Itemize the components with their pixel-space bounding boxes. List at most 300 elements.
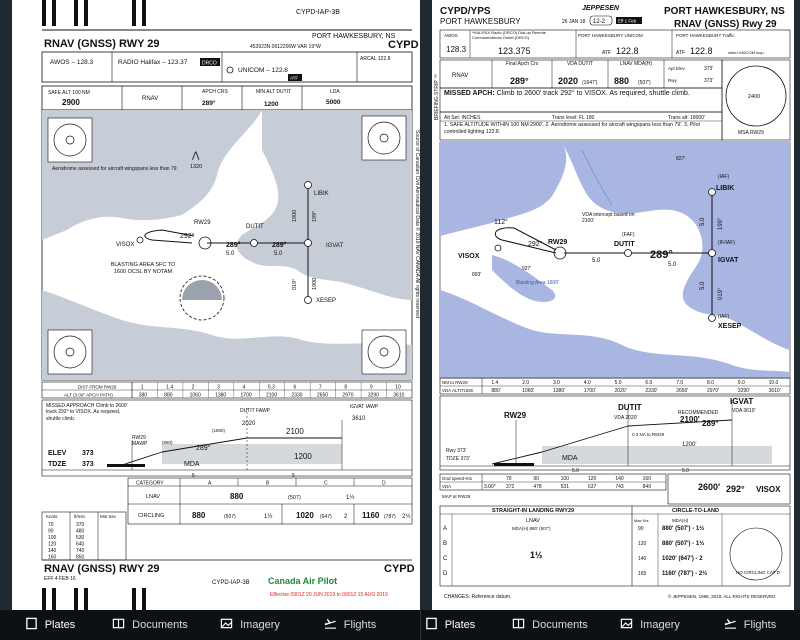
svg-text:CIRCLING: CIRCLING bbox=[138, 513, 165, 519]
svg-text:DUTIT: DUTIT bbox=[614, 241, 635, 248]
tdze-value: 373 bbox=[82, 461, 94, 468]
dist-cell: 7 bbox=[318, 384, 322, 391]
speed-fpm-cell: 530 bbox=[76, 535, 85, 541]
min-alt-label: MIN ALT DUTIT bbox=[256, 89, 292, 95]
speed-fpm-cell: 640 bbox=[76, 541, 85, 548]
elev-927: 927' bbox=[522, 266, 532, 272]
blasting-area-label: BLASTING AREA SFC TO 1600 OCSL BY NOTAM bbox=[110, 262, 176, 275]
vda-alt-cell: 3290' bbox=[737, 388, 750, 394]
svg-text:2600': 2600' bbox=[698, 482, 721, 492]
gs-kts-cell: 70 bbox=[506, 476, 512, 482]
top-code: CYPD-IAP-3B bbox=[296, 9, 340, 16]
svg-text:MDA(H): MDA(H) bbox=[672, 518, 689, 523]
gs-kts-cell: 100 bbox=[560, 476, 570, 482]
alt-cell: 1700 bbox=[240, 392, 252, 399]
profile-igvat-alt: 3610 bbox=[352, 416, 366, 422]
airport-ident: CYPD bbox=[388, 39, 419, 51]
jepp-page: 12-2 bbox=[593, 19, 606, 25]
jepp-recommended: RECOMMENDED bbox=[678, 410, 719, 416]
obstacle-icon: ⋀ bbox=[192, 150, 200, 160]
jepp-course-292: 292° bbox=[528, 241, 543, 248]
profile-fawp-alt: 2020 bbox=[242, 421, 256, 427]
jepp-profile-igvat-vda: VDA 3610' bbox=[732, 408, 756, 414]
nm-cell: 1.4 bbox=[491, 380, 499, 386]
comms-traffic-note: when UNICOM inop. bbox=[728, 50, 765, 55]
svg-text:2½: 2½ bbox=[402, 514, 411, 520]
left-approach-plate bbox=[12, 0, 420, 610]
jepp-distance-table bbox=[440, 378, 790, 394]
north-leg-course: 199° bbox=[312, 210, 318, 222]
unicom-text: UNICOM – 122.8 bbox=[238, 67, 288, 74]
tab-plates[interactable] bbox=[400, 610, 500, 640]
profile-alt-1800: (1800) bbox=[212, 428, 226, 433]
speed-knots-cell: 100 bbox=[48, 535, 57, 541]
svg-text:(507): (507) bbox=[288, 495, 301, 501]
dist-cell: 10 bbox=[395, 384, 401, 391]
dist-cell: 9 bbox=[369, 384, 373, 391]
dist-cell: 8 bbox=[344, 384, 348, 391]
jepp-airport-name: PORT HAWKESBURY bbox=[440, 17, 521, 26]
speed-knots-cell: 160 bbox=[48, 554, 57, 561]
jepp-ident: CYPD/YPS bbox=[440, 6, 491, 17]
north-leg-alt: 1900 bbox=[292, 209, 298, 222]
safe-alt-value: 2900 bbox=[62, 98, 80, 107]
minima-table bbox=[128, 478, 412, 524]
jepp-date: 26 JAN 18 bbox=[562, 19, 586, 25]
speed-fpm-cell: 850 bbox=[76, 554, 85, 561]
apch-crs-value: 289° bbox=[202, 100, 216, 107]
svg-text:NO CIRCLING CAT D: NO CIRCLING CAT D bbox=[736, 570, 780, 575]
circle-kts-cell: 165 bbox=[638, 571, 647, 577]
briefing-apt: 373' bbox=[704, 66, 714, 72]
course-2: 289° bbox=[272, 242, 287, 249]
svg-text:2400: 2400 bbox=[748, 94, 761, 100]
speed-fpm-cell: 740 bbox=[76, 548, 85, 554]
jepp-changes: CHANGES: Reference datum. bbox=[444, 594, 512, 600]
alt-set-notes: 1. SAFE ALTITUDE WITHIN 100 NM 2900'. 2. Aerodrome assessed for aircraft wingspans less than 79'. 3. Pilot controlled lighting 122.8. bbox=[444, 122, 700, 135]
footer-eff: EFF 4 FEB 16 bbox=[44, 576, 76, 582]
tab-label: Plates bbox=[44, 619, 76, 631]
footer-ident: CYPD bbox=[384, 563, 415, 575]
svg-text:Min:Sec: Min:Sec bbox=[100, 514, 117, 519]
svg-text:(IAF): (IAF) bbox=[718, 174, 730, 180]
alt-cell: 880 bbox=[164, 392, 173, 399]
distance-altitude-table bbox=[42, 382, 412, 399]
vda-alt-cell: 2650' bbox=[676, 388, 689, 394]
jepp-rwy-elev: Rwy 373' bbox=[446, 448, 467, 454]
tab-plates[interactable] bbox=[0, 610, 100, 640]
jepp-course-199: 199° bbox=[718, 217, 724, 230]
gs-fpm-cell: 743 bbox=[615, 484, 624, 490]
msa-inset-sw bbox=[48, 330, 92, 374]
nm-cell: 5.0 bbox=[614, 380, 622, 386]
trans-level: Trans level: FL 180 bbox=[552, 115, 595, 121]
svg-text:(FAF): (FAF) bbox=[622, 232, 635, 238]
atf-badge: ATF bbox=[290, 75, 299, 81]
lda-value: 5000 bbox=[326, 99, 341, 106]
comms-radio: 123.375 bbox=[498, 46, 531, 56]
binder-holes-bottom bbox=[42, 588, 146, 610]
svg-text:XESEP: XESEP bbox=[316, 298, 337, 304]
documents-icon bbox=[112, 617, 125, 633]
briefing-lnav-sub: (507') bbox=[638, 80, 651, 86]
jepp-landing-minima bbox=[440, 506, 790, 586]
profile-alt-1200: 1200 bbox=[294, 452, 312, 461]
briefing-vda-label: VDA DUTIT bbox=[566, 61, 594, 67]
alt-cell: 2970 bbox=[342, 392, 354, 399]
briefing-lnav-label: LNAV MDA(H) bbox=[619, 61, 653, 67]
svg-text:VDA ALTITUDE: VDA ALTITUDE bbox=[442, 388, 474, 393]
alt-cell: 2100 bbox=[266, 392, 278, 399]
jepp-course-019: 019° bbox=[718, 287, 724, 300]
comms-traffic-label: PORT HAWKESBURY Traffic bbox=[676, 33, 735, 38]
speed-knots-cell: 140 bbox=[48, 548, 57, 554]
vda-alt-cell: 1700' bbox=[583, 388, 596, 394]
flights-icon bbox=[724, 617, 737, 633]
imagery-icon bbox=[220, 617, 233, 633]
nm-cell: 3.0 bbox=[553, 380, 560, 386]
svg-text:DUTIT: DUTIT bbox=[246, 224, 264, 230]
course-1: 289° bbox=[226, 242, 241, 249]
svg-text:VISOX: VISOX bbox=[458, 253, 480, 260]
svg-text:C: C bbox=[324, 480, 328, 487]
svg-text:VISOX: VISOX bbox=[756, 485, 781, 494]
briefing-apch-label: Final Apch Crs bbox=[505, 61, 539, 67]
tab-label: Imagery bbox=[640, 619, 680, 631]
gs-kts-cell: 90 bbox=[533, 476, 539, 482]
svg-text:MSA RW29: MSA RW29 bbox=[738, 130, 764, 136]
missed-text: Climb to 2600' track 292° to VISOX. As required, shuttle climb. bbox=[496, 90, 690, 97]
drco-badge: DRCO bbox=[202, 60, 217, 67]
svg-text:DIST FROM RW29: DIST FROM RW29 bbox=[78, 384, 117, 390]
profile-mawp: MAWP bbox=[132, 441, 148, 447]
distance-1: 5.0 bbox=[226, 251, 235, 257]
jepp-speed-table bbox=[440, 474, 666, 499]
nm-cell: 7.0 bbox=[676, 380, 684, 386]
comms-traffic: 122.8 bbox=[690, 46, 713, 56]
south-leg-course: 019° bbox=[292, 278, 298, 290]
nm-cell: 6.0 bbox=[645, 380, 653, 386]
south-leg-alt: 1900 bbox=[312, 277, 318, 290]
msa-inset-nw bbox=[48, 118, 92, 162]
tab-label: Flights bbox=[743, 619, 777, 631]
data-source-notice: Source of Canadian Civil Aeronautical Data © 2019 NAV CANADA All rights reserved bbox=[414, 130, 420, 318]
vda-alt-cell: 1060' bbox=[522, 388, 535, 394]
svg-text:(IF/IAF): (IF/IAF) bbox=[718, 240, 735, 246]
briefing-rwy: 373' bbox=[704, 78, 714, 84]
plates-icon bbox=[25, 617, 38, 633]
speed-knots-cell: 120 bbox=[48, 541, 57, 548]
tab-documents[interactable] bbox=[100, 610, 200, 640]
svg-text:RW29: RW29 bbox=[194, 220, 211, 226]
svg-text:ft/min: ft/min bbox=[74, 514, 86, 519]
nm-cell: 8.0 bbox=[707, 380, 714, 386]
svg-text:MAP at RW29: MAP at RW29 bbox=[442, 494, 471, 499]
speed-fpm-cell: 480 bbox=[76, 528, 85, 535]
dist-cell: 6 bbox=[293, 384, 297, 391]
briefing-apch: 289° bbox=[510, 76, 529, 86]
vda-alt-cell: 1380' bbox=[553, 388, 566, 394]
elev-label: ELEV bbox=[48, 450, 67, 457]
svg-text:B: B bbox=[266, 480, 270, 487]
jepp-course-112: 112° bbox=[494, 219, 508, 226]
footer-title: RNAV (GNSS) RWY 29 bbox=[44, 563, 160, 575]
jepp-nm-note: 0.3 NA to RW29 bbox=[632, 432, 665, 437]
canada-air-pilot-brand: Canada Air Pilot bbox=[268, 576, 338, 586]
nm-cell: 2.0 bbox=[522, 380, 530, 386]
jepp-rec-alt: 2100' bbox=[680, 415, 700, 424]
svg-text:1020: 1020 bbox=[296, 511, 314, 520]
alt-cell: 1380 bbox=[215, 392, 227, 399]
svg-text:LNAV: LNAV bbox=[146, 494, 160, 500]
comms-unicom-atf: ATF bbox=[602, 50, 612, 56]
svg-text:ALT (3.00° APCH PATH): ALT (3.00° APCH PATH) bbox=[64, 392, 113, 398]
speed-knots-cell: 90 bbox=[48, 528, 54, 535]
jepp-profile-dutit-vda: VDA 2020' bbox=[614, 415, 638, 421]
alt-cell: 380 bbox=[138, 392, 148, 399]
comms-traffic-atf: ATF bbox=[676, 50, 686, 56]
right-chart-svg bbox=[432, 0, 794, 610]
waypoint-xesep bbox=[305, 297, 337, 305]
svg-text:VDA: VDA bbox=[442, 484, 452, 489]
svg-text:1½: 1½ bbox=[530, 550, 543, 560]
svg-text:CIRCLE-TO-LAND: CIRCLE-TO-LAND bbox=[672, 508, 719, 514]
landing-cat-label: A bbox=[443, 526, 448, 532]
safe-alt-label: SAFE ALT 100 NM bbox=[48, 90, 90, 96]
jepp-dist-c: 5.0 bbox=[700, 217, 706, 226]
min-alt-value: 1200 bbox=[264, 101, 279, 108]
svg-text:LIBIK: LIBIK bbox=[314, 191, 329, 197]
dist-cell: 3 bbox=[217, 384, 220, 391]
svg-text:(787): (787) bbox=[384, 514, 396, 520]
gs-fpm-cell: 637 bbox=[588, 484, 597, 490]
speed-fpm-cell: 370 bbox=[76, 522, 85, 528]
svg-text:LNAV: LNAV bbox=[526, 518, 540, 524]
svg-text:XESEP: XESEP bbox=[718, 323, 742, 330]
briefing-apt-label: Apt Elev bbox=[668, 66, 685, 71]
svg-text:(647): (647) bbox=[320, 514, 332, 520]
jepp-tdze: TDZE 373' bbox=[446, 456, 470, 462]
tab-imagery[interactable] bbox=[200, 610, 300, 640]
svg-text:1½: 1½ bbox=[264, 514, 273, 520]
vda-alt-cell: 2330' bbox=[645, 388, 658, 394]
flights-icon bbox=[324, 617, 337, 633]
lda-label: LDA bbox=[330, 89, 340, 95]
plates-icon bbox=[425, 617, 438, 633]
comms-unicom: 122.8 bbox=[616, 46, 639, 56]
svg-text:NM to RW29: NM to RW29 bbox=[442, 380, 468, 385]
city-name: PORT HAWKESBURY, NS bbox=[312, 33, 396, 40]
awos-text: AWOS – 128.3 bbox=[50, 59, 94, 66]
obstacle-elev: 1320 bbox=[190, 164, 203, 170]
tab-label: Documents bbox=[532, 619, 588, 631]
svg-text:LIBIK: LIBIK bbox=[716, 185, 735, 192]
jepp-eff: Eff 1 Feb bbox=[618, 18, 637, 24]
radio-text: RADIO Halifax – 123.37 bbox=[118, 59, 188, 66]
svg-text:VISOX: VISOX bbox=[116, 242, 135, 248]
alt-cell: 3290 bbox=[367, 392, 379, 399]
speed-knots-cell: 70 bbox=[48, 522, 54, 528]
jepp-msa bbox=[722, 60, 790, 140]
gs-kts-cell: 120 bbox=[588, 476, 597, 482]
briefing-rwy-label: Rwy bbox=[668, 78, 677, 83]
vda-alt-cell: 2970' bbox=[707, 388, 720, 394]
effective-dates: Effective 0901Z 20 JUN 2019 to 0901Z 15 AUG 2019 bbox=[270, 592, 388, 598]
svg-text:Gnd speed-Kts: Gnd speed-Kts bbox=[442, 476, 473, 481]
jeppesen-logo: JEPPESEN bbox=[582, 5, 619, 12]
alt-cell: 1060 bbox=[189, 392, 201, 399]
briefing-vda-sub: (1647') bbox=[582, 80, 598, 86]
briefing-nav: RNAV bbox=[452, 73, 469, 79]
tdze-label: TDZE bbox=[48, 461, 67, 468]
svg-text:(IAF): (IAF) bbox=[718, 314, 730, 320]
trans-alt: Trans alt: 18000' bbox=[668, 115, 705, 121]
plate-title: RNAV (GNSS) RWY 29 bbox=[44, 38, 160, 50]
jepp-profile-dutit: DUTIT bbox=[618, 403, 642, 412]
gs-kts-cell: 160 bbox=[642, 476, 652, 482]
jepp-dist-b: 5.0 bbox=[668, 262, 677, 268]
jepp-profile-igvat: IGVAT bbox=[730, 397, 754, 406]
comms-unicom-label: PORT HAWKESBURY UNICOM bbox=[578, 33, 643, 38]
aerodrome-note: Aerodrome assessed for aircraft wingspans less than 79 bbox=[52, 166, 177, 172]
circle-mda-cell: 1160' (787') - 2½ bbox=[662, 571, 708, 577]
landing-cat-label: D bbox=[443, 571, 448, 577]
tab-label: Plates bbox=[444, 619, 476, 631]
jepp-profile-d5b: 5.0 bbox=[682, 468, 689, 474]
left-chart-svg bbox=[12, 0, 420, 610]
unicom-icon bbox=[227, 67, 233, 73]
profile-dist-b: 5 bbox=[292, 473, 295, 479]
tab-flights[interactable] bbox=[700, 610, 800, 640]
bottom-tab-bar bbox=[0, 610, 800, 640]
elev-value: 373 bbox=[82, 450, 94, 457]
vda-alt-cell: 880' bbox=[491, 388, 501, 394]
profile-rw29: RW29 bbox=[132, 435, 146, 441]
profile-igvat: IGVAT IAWP bbox=[350, 404, 379, 410]
briefing-lnav-mda: 880 bbox=[614, 76, 630, 86]
svg-text:880: 880 bbox=[230, 492, 244, 501]
circle-mda-cell: 880' (507') - 1½ bbox=[662, 526, 705, 532]
jepp-main-course: 289° bbox=[650, 249, 673, 261]
tab-label: Documents bbox=[132, 619, 188, 631]
svg-text:2: 2 bbox=[344, 514, 348, 520]
elev-827: 827' bbox=[676, 156, 686, 162]
gs-fpm-cell: 372 bbox=[506, 484, 515, 490]
jepp-profile-d5a: 5.0 bbox=[572, 468, 579, 474]
distance-2: 5.0 bbox=[274, 251, 283, 257]
gs-fpm-cell: 531 bbox=[560, 484, 570, 490]
briefing-vda-alt: 2020 bbox=[558, 76, 579, 86]
dist-cell: 5.3 bbox=[268, 384, 275, 391]
vda-note: VDA intercept based on 2100' bbox=[582, 212, 635, 224]
speed-table bbox=[42, 512, 126, 561]
missed-approach-text: MISSED APPROACH Climb to 2600' track 292° to VISOX. As required, shuttle climb. bbox=[46, 403, 128, 422]
circle-kts-cell: 90 bbox=[638, 526, 644, 532]
airport-coords: 453923N 0612206W VAR 19°W bbox=[250, 44, 321, 50]
jepp-alt-1200: 1200' bbox=[682, 442, 697, 448]
svg-text:1½: 1½ bbox=[346, 495, 355, 501]
profile-alt-2100: 2100 bbox=[286, 427, 304, 436]
vda-alt-cell: 3610' bbox=[768, 388, 781, 394]
landing-cat-label: B bbox=[443, 541, 448, 547]
tab-label: Flights bbox=[343, 619, 377, 631]
landing-cat-label: C bbox=[443, 556, 448, 562]
alt-cell: 2650 bbox=[316, 392, 329, 399]
svg-text:292°: 292° bbox=[726, 484, 745, 494]
profile-alt-880: (880) bbox=[162, 440, 173, 445]
profile-fawp: DUTIT FAWP bbox=[240, 408, 270, 414]
dist-cell: 2 bbox=[191, 384, 195, 391]
svg-text:STRAIGHT-IN LANDING RWY29: STRAIGHT-IN LANDING RWY29 bbox=[492, 508, 575, 514]
imagery-icon bbox=[620, 617, 633, 633]
jepp-city: PORT HAWKESBURY, NS bbox=[664, 6, 785, 17]
nm-cell: 10.0 bbox=[768, 380, 779, 386]
profile-dist-a: 5 bbox=[192, 473, 195, 479]
comms-awos: 128.3 bbox=[446, 45, 467, 54]
elev-893: 893' bbox=[472, 272, 482, 278]
right-approach-plate bbox=[432, 0, 794, 610]
dist-cell: 4 bbox=[242, 384, 246, 391]
arcal-text: ARCAL 122.8 bbox=[360, 56, 391, 62]
svg-text:A: A bbox=[208, 480, 212, 487]
svg-text:(507): (507) bbox=[224, 514, 236, 520]
circle-kts-cell: 120 bbox=[638, 541, 647, 547]
alt-cell: 3610 bbox=[393, 392, 405, 399]
footer-code: CYPD-IAP-3B bbox=[212, 580, 250, 586]
circle-mda-cell: 1020' (647') - 2 bbox=[662, 556, 703, 562]
svg-text:IGVAT: IGVAT bbox=[326, 243, 344, 249]
svg-text:RW29: RW29 bbox=[548, 239, 568, 246]
svg-text:IGVAT: IGVAT bbox=[718, 257, 739, 264]
alt-set: Alt Set: INCHES bbox=[444, 115, 481, 121]
binder-holes-top bbox=[42, 0, 146, 26]
profile-course: 289° bbox=[196, 445, 211, 452]
outbound-course: 292° bbox=[180, 233, 195, 240]
msa-inset-ne bbox=[362, 116, 406, 160]
tabbar-divider bbox=[420, 610, 421, 640]
svg-text:1160: 1160 bbox=[362, 511, 380, 520]
dist-cell: 1 bbox=[140, 384, 144, 391]
documents-icon bbox=[512, 617, 525, 633]
jepp-profile-rw29: RW29 bbox=[504, 411, 527, 420]
nav-type: RNAV bbox=[142, 96, 159, 102]
svg-text:880: 880 bbox=[192, 511, 206, 520]
tab-flights[interactable] bbox=[300, 610, 400, 640]
nm-cell: 9.0 bbox=[737, 380, 745, 386]
gs-fpm-cell: 849 bbox=[642, 484, 652, 490]
svg-text:MDA(H) 880' (507'): MDA(H) 880' (507') bbox=[512, 526, 551, 531]
jepp-missed-icons bbox=[668, 474, 790, 504]
jepp-dist-a: 5.0 bbox=[592, 258, 601, 264]
jepp-blasting-area: Blasting Area 1600' bbox=[516, 280, 559, 286]
jepp-profile-mda: MDA bbox=[562, 455, 578, 462]
tab-imagery[interactable] bbox=[600, 610, 700, 640]
svg-text:3.00°: 3.00° bbox=[484, 484, 496, 490]
svg-text:D: D bbox=[382, 480, 386, 487]
comms-radio-label: *HALIFAX Radio (DRCO) Dial-up Remote Communications Outlet (DRCO) bbox=[472, 31, 547, 40]
missed-label: MISSED APCH: bbox=[444, 90, 495, 97]
jepp-profile-course: 289° bbox=[702, 419, 719, 428]
circle-kts-cell: 140 bbox=[638, 556, 647, 562]
tab-documents[interactable] bbox=[500, 610, 600, 640]
nm-cell: 4.0 bbox=[583, 380, 591, 386]
profile-mda: MDA bbox=[184, 461, 200, 468]
jepp-dist-d: 5.0 bbox=[700, 281, 706, 290]
svg-text:Knots: Knots bbox=[46, 514, 58, 519]
gs-fpm-cell: 478 bbox=[533, 484, 542, 490]
briefing-strip-label: BRIEFING STRIP ™ bbox=[434, 73, 440, 120]
tab-label: Imagery bbox=[240, 619, 280, 631]
